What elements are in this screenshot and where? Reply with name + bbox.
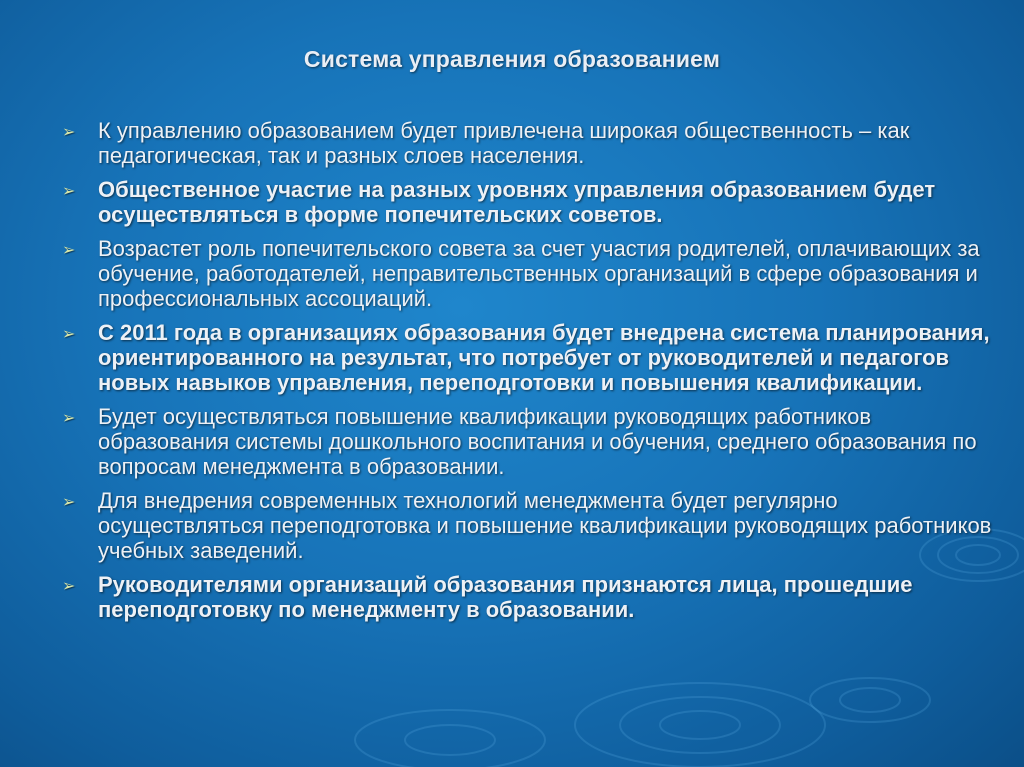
arrow-bullet-icon: ➢ [62,494,76,511]
bullet-item [60,404,1005,479]
bullet-item [60,488,1005,563]
bullet-item [60,572,1005,622]
arrow-bullet-icon: ➢ [62,242,76,259]
bullet-text: К управлению образованием будет привлечена широкая общественность – как педагогическая, так и разных слоев населения. [98,118,910,168]
bullet-list [60,118,1005,631]
bullet-text: С 2011 года в организациях образования будет внедрена система планирования, ориентированного на результат, что потребует от руководителей и педагогов новых навыков управления, переподготовки и повышения квалификации. [98,320,990,395]
arrow-bullet-icon: ➢ [62,578,76,595]
arrow-bullet-icon: ➢ [62,410,76,427]
arrow-bullet-icon: ➢ [62,183,76,200]
bullet-text: Для внедрения современных технологий менеджмента будет регулярно осуществляться переподготовка и повышение квалификации руководящих работников учебных заведений. [98,488,992,563]
bullet-item [60,320,1005,395]
bullet-text: Будет осуществляться повышение квалификации руководящих работников образования системы дошкольного воспитания и обучения, среднего образования по вопросам менеджмента в образовании. [98,404,977,479]
bullet-item [60,177,1005,227]
slide-title: Система управления образованием [303,46,721,72]
bullet-item [60,118,1005,168]
arrow-bullet-icon: ➢ [62,124,76,141]
bullet-text: Руководителями организаций образования признаются лица, прошедшие переподготовку по менеджменту в образовании. [98,572,913,622]
arrow-bullet-icon: ➢ [62,326,76,343]
bullet-item [60,236,1005,311]
bullet-text: Общественное участие на разных уровнях управления образованием будет осуществляться в форме попечительских советов. [98,177,936,227]
bullet-text: Возрастет роль попечительского совета за счет участия родителей, оплачивающих за обучение, работодателей, неправительственных организаций в сфере образования и профессиональных ассоциаций. [98,236,980,311]
